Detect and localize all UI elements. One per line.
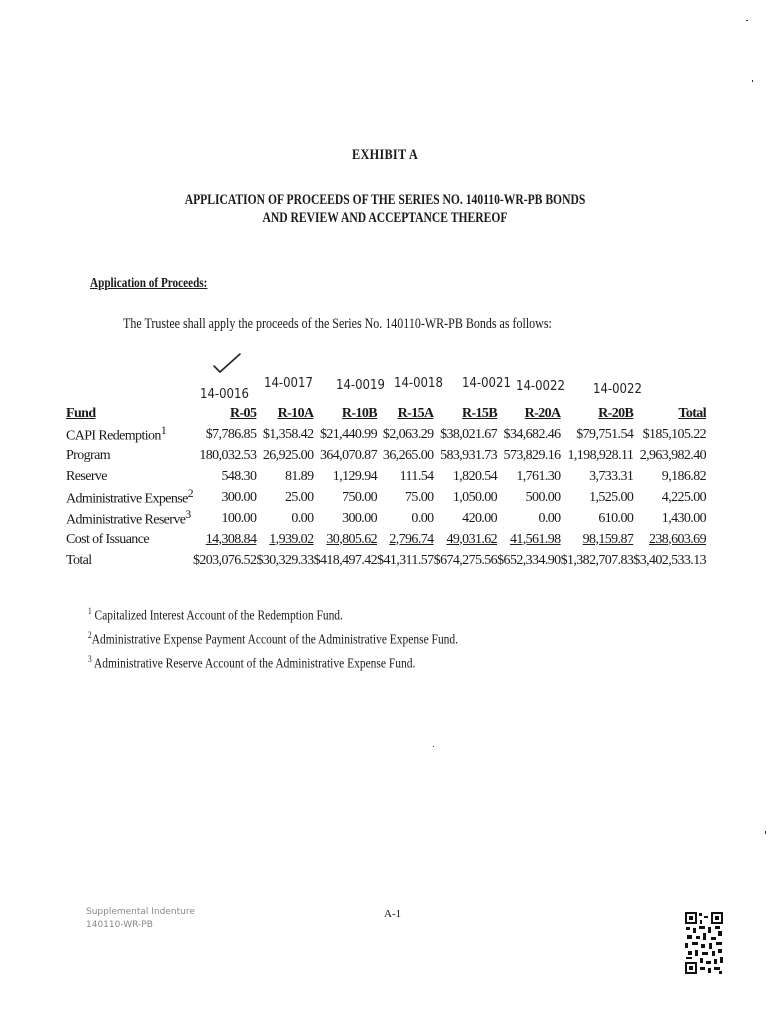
table-cell: 364,070.87 — [319, 447, 377, 463]
fund-label: Total — [66, 552, 92, 568]
table-cell: $652,334.90 — [497, 552, 561, 568]
table-cell: 100.00 — [221, 510, 257, 526]
fund-label: Administrative Expense$^2$ — [66, 487, 193, 507]
table-cell: 0.00 — [538, 510, 561, 526]
scan-speck — [765, 831, 766, 834]
table-cell: $21,440.99 — [319, 426, 377, 442]
table-cell: $2,063.29 — [382, 426, 434, 442]
table-cell: 1,525.00 — [589, 489, 634, 505]
fund-label: Administrative Reserve$^3$ — [66, 508, 191, 528]
column-header: R-20B — [598, 405, 634, 421]
page-number: A-1 — [384, 908, 402, 920]
footer-doc-label — [86, 906, 195, 932]
table-cell: 26,925.00 — [262, 447, 314, 463]
table-cell: 14,308.84 — [205, 531, 257, 547]
table-header-row — [66, 403, 706, 424]
handwritten-note: 14-0018 — [394, 376, 443, 391]
table-cell: $3,402,533.13 — [633, 552, 706, 568]
footer-line: Supplemental Indenture — [86, 907, 195, 917]
proceeds-table — [66, 403, 706, 571]
table-row — [66, 529, 706, 550]
section-heading: Application of Proceeds: — [90, 276, 208, 291]
table-cell: 1,820.54 — [452, 468, 498, 484]
table-cell: 2,796.74 — [389, 531, 434, 547]
column-header: R-15A — [397, 405, 434, 421]
column-header: R-20A — [524, 405, 561, 421]
checkmark-icon — [212, 352, 242, 376]
table-cell: 420.00 — [462, 510, 498, 526]
column-header: Fund — [66, 405, 96, 421]
table-cell: $38,021.67 — [440, 426, 498, 442]
handwritten-note: 14-0019 — [336, 378, 385, 393]
table-cell: 4,225.00 — [661, 489, 706, 505]
table-cell: 180,032.53 — [199, 447, 257, 463]
table-cell: 36,265.00 — [382, 447, 434, 463]
table-row-total — [66, 550, 706, 571]
table-cell: 300.00 — [221, 489, 257, 505]
table-cell: 548.30 — [221, 468, 257, 484]
document-title-line1: APPLICATION OF PROCEEDS OF THE SERIES NO. 140110-WR-PB BONDS — [184, 192, 586, 208]
footnote: $^1$ Capitalized Interest Account of the Redemption Fund. — [88, 606, 343, 624]
table-cell: 30,805.62 — [326, 531, 377, 547]
handwritten-note: 14-0022 — [516, 379, 565, 394]
footnote: $^2$Administrative Expense Payment Account of the Administrative Expense Fund. — [88, 630, 459, 648]
table-cell: $41,311.57 — [377, 552, 434, 568]
table-cell: 610.00 — [598, 510, 634, 526]
table-cell: $674,275.56 — [433, 552, 498, 568]
table-cell: $7,786.85 — [205, 426, 257, 442]
table-cell: 2,963,982.40 — [639, 447, 706, 463]
handwritten-note: 14-0017 — [264, 376, 313, 391]
table-cell: $418,497.42 — [313, 552, 377, 568]
footnote: $^3$ Administrative Reserve Account of the Administrative Expense Fund. — [88, 654, 416, 672]
table-cell: 111.54 — [399, 468, 434, 484]
fund-label: CAPI Redemption$^1$ — [66, 424, 167, 444]
table-cell: 238,603.69 — [648, 531, 706, 547]
table-cell: 0.00 — [411, 510, 434, 526]
table-cell: 1,430.00 — [661, 510, 706, 526]
table-cell: 25.00 — [284, 489, 314, 505]
column-header: Total — [678, 405, 706, 421]
table-cell: 81.89 — [284, 468, 314, 484]
fund-label: Reserve — [66, 468, 107, 484]
table-cell: $185,105.22 — [642, 426, 706, 442]
table-cell: 9,186.82 — [661, 468, 706, 484]
table-cell: 41,561.98 — [509, 531, 561, 547]
table-row — [66, 487, 706, 508]
intro-paragraph: The Trustee shall apply the proceeds of the Series No. 140110-WR-PB Bonds as follows: — [123, 316, 552, 332]
table-cell: $1,382,707.83 — [560, 552, 634, 568]
table-row — [66, 466, 706, 487]
table-cell: $79,751.54 — [576, 426, 634, 442]
handwritten-note: 14-0022 — [593, 382, 642, 397]
table-cell: 1,129.94 — [332, 468, 377, 484]
table-cell: 98,159.87 — [582, 531, 634, 547]
table-cell: 500.00 — [525, 489, 561, 505]
table-cell: 49,031.62 — [446, 531, 498, 547]
scan-speck — [433, 746, 434, 747]
footer-line: 140110-WR-PB — [86, 920, 153, 930]
table-cell: 3,733.31 — [589, 468, 634, 484]
table-cell: $1,358.42 — [262, 426, 314, 442]
table-cell: 300.00 — [342, 510, 377, 526]
table-cell: 583,931.73 — [440, 447, 498, 463]
table-cell: 75.00 — [405, 489, 434, 505]
table-cell: 750.00 — [342, 489, 377, 505]
column-header: R-05 — [229, 405, 257, 421]
scan-speck — [746, 20, 748, 21]
column-header: R-10B — [341, 405, 377, 421]
table-cell: $30,329.33 — [256, 552, 314, 568]
table-cell: 573,829.16 — [503, 447, 561, 463]
table-cell: $203,076.52 — [192, 552, 257, 568]
fund-label: Cost of Issuance — [66, 531, 149, 547]
column-header: R-10A — [277, 405, 314, 421]
table-cell: 1,198,928.11 — [567, 447, 634, 463]
scan-speck — [752, 80, 753, 82]
table-cell: 1,939.02 — [269, 531, 314, 547]
table-row — [66, 508, 706, 529]
handwritten-note: 14-0021 — [462, 376, 511, 391]
document-title-line2: AND REVIEW AND ACCEPTANCE THEREOF — [262, 210, 508, 226]
fund-label: Program — [66, 447, 111, 463]
table-row — [66, 424, 706, 445]
table-cell: 0.00 — [291, 510, 314, 526]
qr-code-icon — [684, 911, 724, 975]
table-row — [66, 445, 706, 466]
column-header: R-15B — [461, 405, 498, 421]
handwritten-note: 14-0016 — [200, 387, 249, 402]
table-cell: $34,682.46 — [503, 426, 561, 442]
exhibit-label: EXHIBIT A — [352, 147, 418, 163]
table-cell: 1,050.00 — [452, 489, 498, 505]
table-cell: 1,761.30 — [516, 468, 561, 484]
